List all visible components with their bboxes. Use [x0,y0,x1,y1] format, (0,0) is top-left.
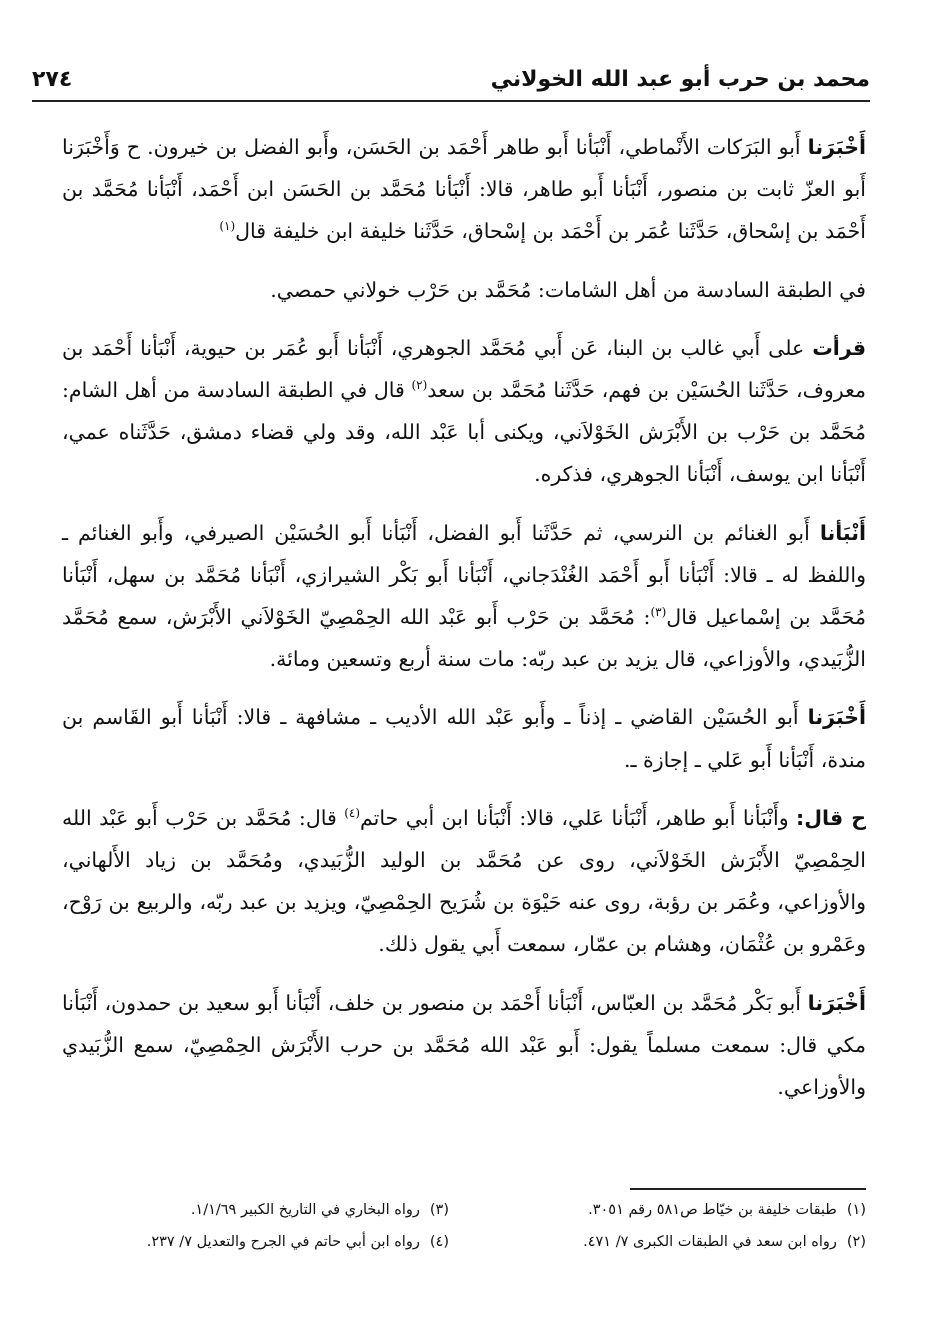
paragraph-text: على أَبي غالب بن البنا، عَن أَبي مُحَمَّد الجوهري، أَنْبَأنا أَبو عُمَر بن حيوية، أَنْبَأنا أَحْمَد بن معروف، حَدَّثَنا الحُسَيْن بن فهم، حَدَّثَنا مُحَمَّد بن سعد [62,335,866,403]
running-header [32,58,870,102]
footnote-text: رواه ابن سعد في الطبقات الكبرى ٧/ ٤٧١. [583,1234,837,1250]
page-number: ٢٧٤ [32,66,73,92]
footnote-number: (٣) [429,1202,449,1218]
footnote-marker: (١) [219,219,236,234]
paragraph-text: في الطبقة السادسة من أهل الشامات: مُحَمَّد بن حَرْب خولاني حمصي. [270,277,866,302]
footnote-marker: (٢) [411,378,428,393]
footnote-text: رواه البخاري في التاريخ الكبير ١/١/٦٩. [190,1202,420,1218]
paragraph-lead: أَخْبَرَنا [807,135,866,159]
paragraph-text: أَبو بَكْر مُحَمَّد بن العبّاس، أَنْبَأنا أَحْمَد بن منصور بن خلف، أَنْبَأنا أَبو سعيد بن حمدون، أَنْبَأنا مكي قال: سمعت مسلماً يقول: أَبو عَبْد الله مُحَمَّد بن حرب الأَبْرَش الحِمْصِيّ، سمع الزُّبَيدي والأوزاعي. [62,990,866,1100]
paragraph-1 [62,126,866,253]
footnote-text: رواه ابن أبي حاتم في الجرح والتعديل ٧/ ٢٣٧. [146,1234,420,1250]
footnote-divider [630,1188,866,1190]
footnote-text: طبقات خليفة بن خيّاط ص٥٨١ رقم ٣٠٥١. [588,1202,837,1218]
paragraph-6 [62,797,866,966]
paragraph-text: وأَنْبَأنا أَبو طاهر، أَنْبَأنا عَلي، قالا: أَنْبَأنا ابن أبي حاتم [360,805,797,830]
footnote-item [479,1229,866,1255]
footnotes [62,1197,866,1255]
paragraph-2 [62,269,866,311]
paragraph-lead: أَنْبَأنا [819,520,866,545]
paragraph-tail: قال في الطبقة السادسة من أهل الشام: مُحَمَّد بن حَرْب بن الأَبْرَش الخَوْلاَني، ويكنى أبا عَبْد الله، وقد ولي قضاء دمشق، حَدَّثَناه عمي، أَنْبَأنا ابن يوسف، أَنْبَأنا الجوهري، فذكره. [62,378,866,487]
footnote-number: (٢) [846,1234,866,1250]
footnote-item [479,1197,866,1223]
paragraph-lead: أَخْبَرَنا [807,990,866,1015]
paragraph-text: أَبو الحُسَيْن القاضي ـ إذناً ـ وأَبو عَبْد الله الأديب ـ مشافهة ـ قالا: أَنْبَأنا أَبو القَاسم بن مندة، أَنْبَأنا أَبو عَلي ـ إجازة ـ. [62,705,866,772]
footnote-item [62,1197,449,1223]
footnote-marker: (٣) [650,605,667,620]
paragraph-lead: أَخْبَرَنا [807,705,866,730]
footnote-marker: (٤) [344,806,361,821]
footnote-number: (١) [846,1202,866,1218]
body-text [62,126,866,1124]
paragraph-3 [62,327,866,496]
running-title: محمد بن حرب أبو عبد الله الخولاني [490,66,870,92]
paragraph-tail: قال: مُحَمَّد بن حَرْب أَبو عَبْد الله الحِمْصِيّ الأَبْرَش الخَوْلاَني، روى عن مُحَمَّد بن الوليد الزُّبَيدي، ومُحَمَّد بن زياد الأَلهاني، والأوزاعي، وعُمَر بن رؤبة، روى عنه حَيْوَة بن شُرَيح الحِمْصِيّ، ويزيد بن عبد ربّه، والربيع بن رَوْح، وعَمْرو بن عُثْمَان، وهشام بن عمّار، سمعت أَبي يقول ذلك. [62,805,866,957]
paragraph-4 [62,512,866,681]
paragraph-tail: : مُحَمَّد بن حَرْب أَبو عَبْد الله الحِمْصِيّ الخَوْلاَني الأَبْرَش، سمع مُحَمَّد الزُّبَيدي، والأوزاعي، قال يزيد بن عبد ربّه: مات سنة أربع وتسعين ومائة. [62,605,866,672]
footnote-number: (٤) [429,1234,449,1250]
footnote-item [62,1229,449,1255]
paragraph-5 [62,696,866,780]
paragraph-text: أَبو الغنائم بن النرسي، ثم حَدَّثَنا أَبو الفضل، أَنْبَأنا أَبو الحُسَيْن الصيرفي، وأَبو الغنائم ـ واللفظ له ـ قالا: أَنْبَأنا أَبو أَحْمَد الغُنْدَجاني، أَنْبَأنا أَبو بَكْر الشيرازي، أَنْبَأنا مُحَمَّد بن سهل، أَنْبَأنا مُحَمَّد بن إسْماعيل قال [62,520,867,630]
paragraph-lead: قرأت [812,335,866,360]
paragraph-7 [62,982,866,1109]
paragraph-text: أَبو البَرَكات الأَنْماطي، أَنْبَأنا أَبو طاهر أَحْمَد بن الحَسَن، وأَبو الفضل بن خيرون. ح وَأَخْبَرَنا أَبو العزّ ثابت بن منصور، أَنْبَأنا أَبو طاهر، قالا: أَنْبَأنا مُحَمَّد بن الحَسَن ابن أَحْمَد، أَنْبَأنا مُحَمَّد بن أَحْمَد بن إسْحاق، حَدَّثَنا عُمَر بن أَحْمَد بن إسْحاق، حَدَّثَنا خليفة ابن خليفة قال [62,135,866,244]
paragraph-lead: ح قال: [796,805,866,830]
